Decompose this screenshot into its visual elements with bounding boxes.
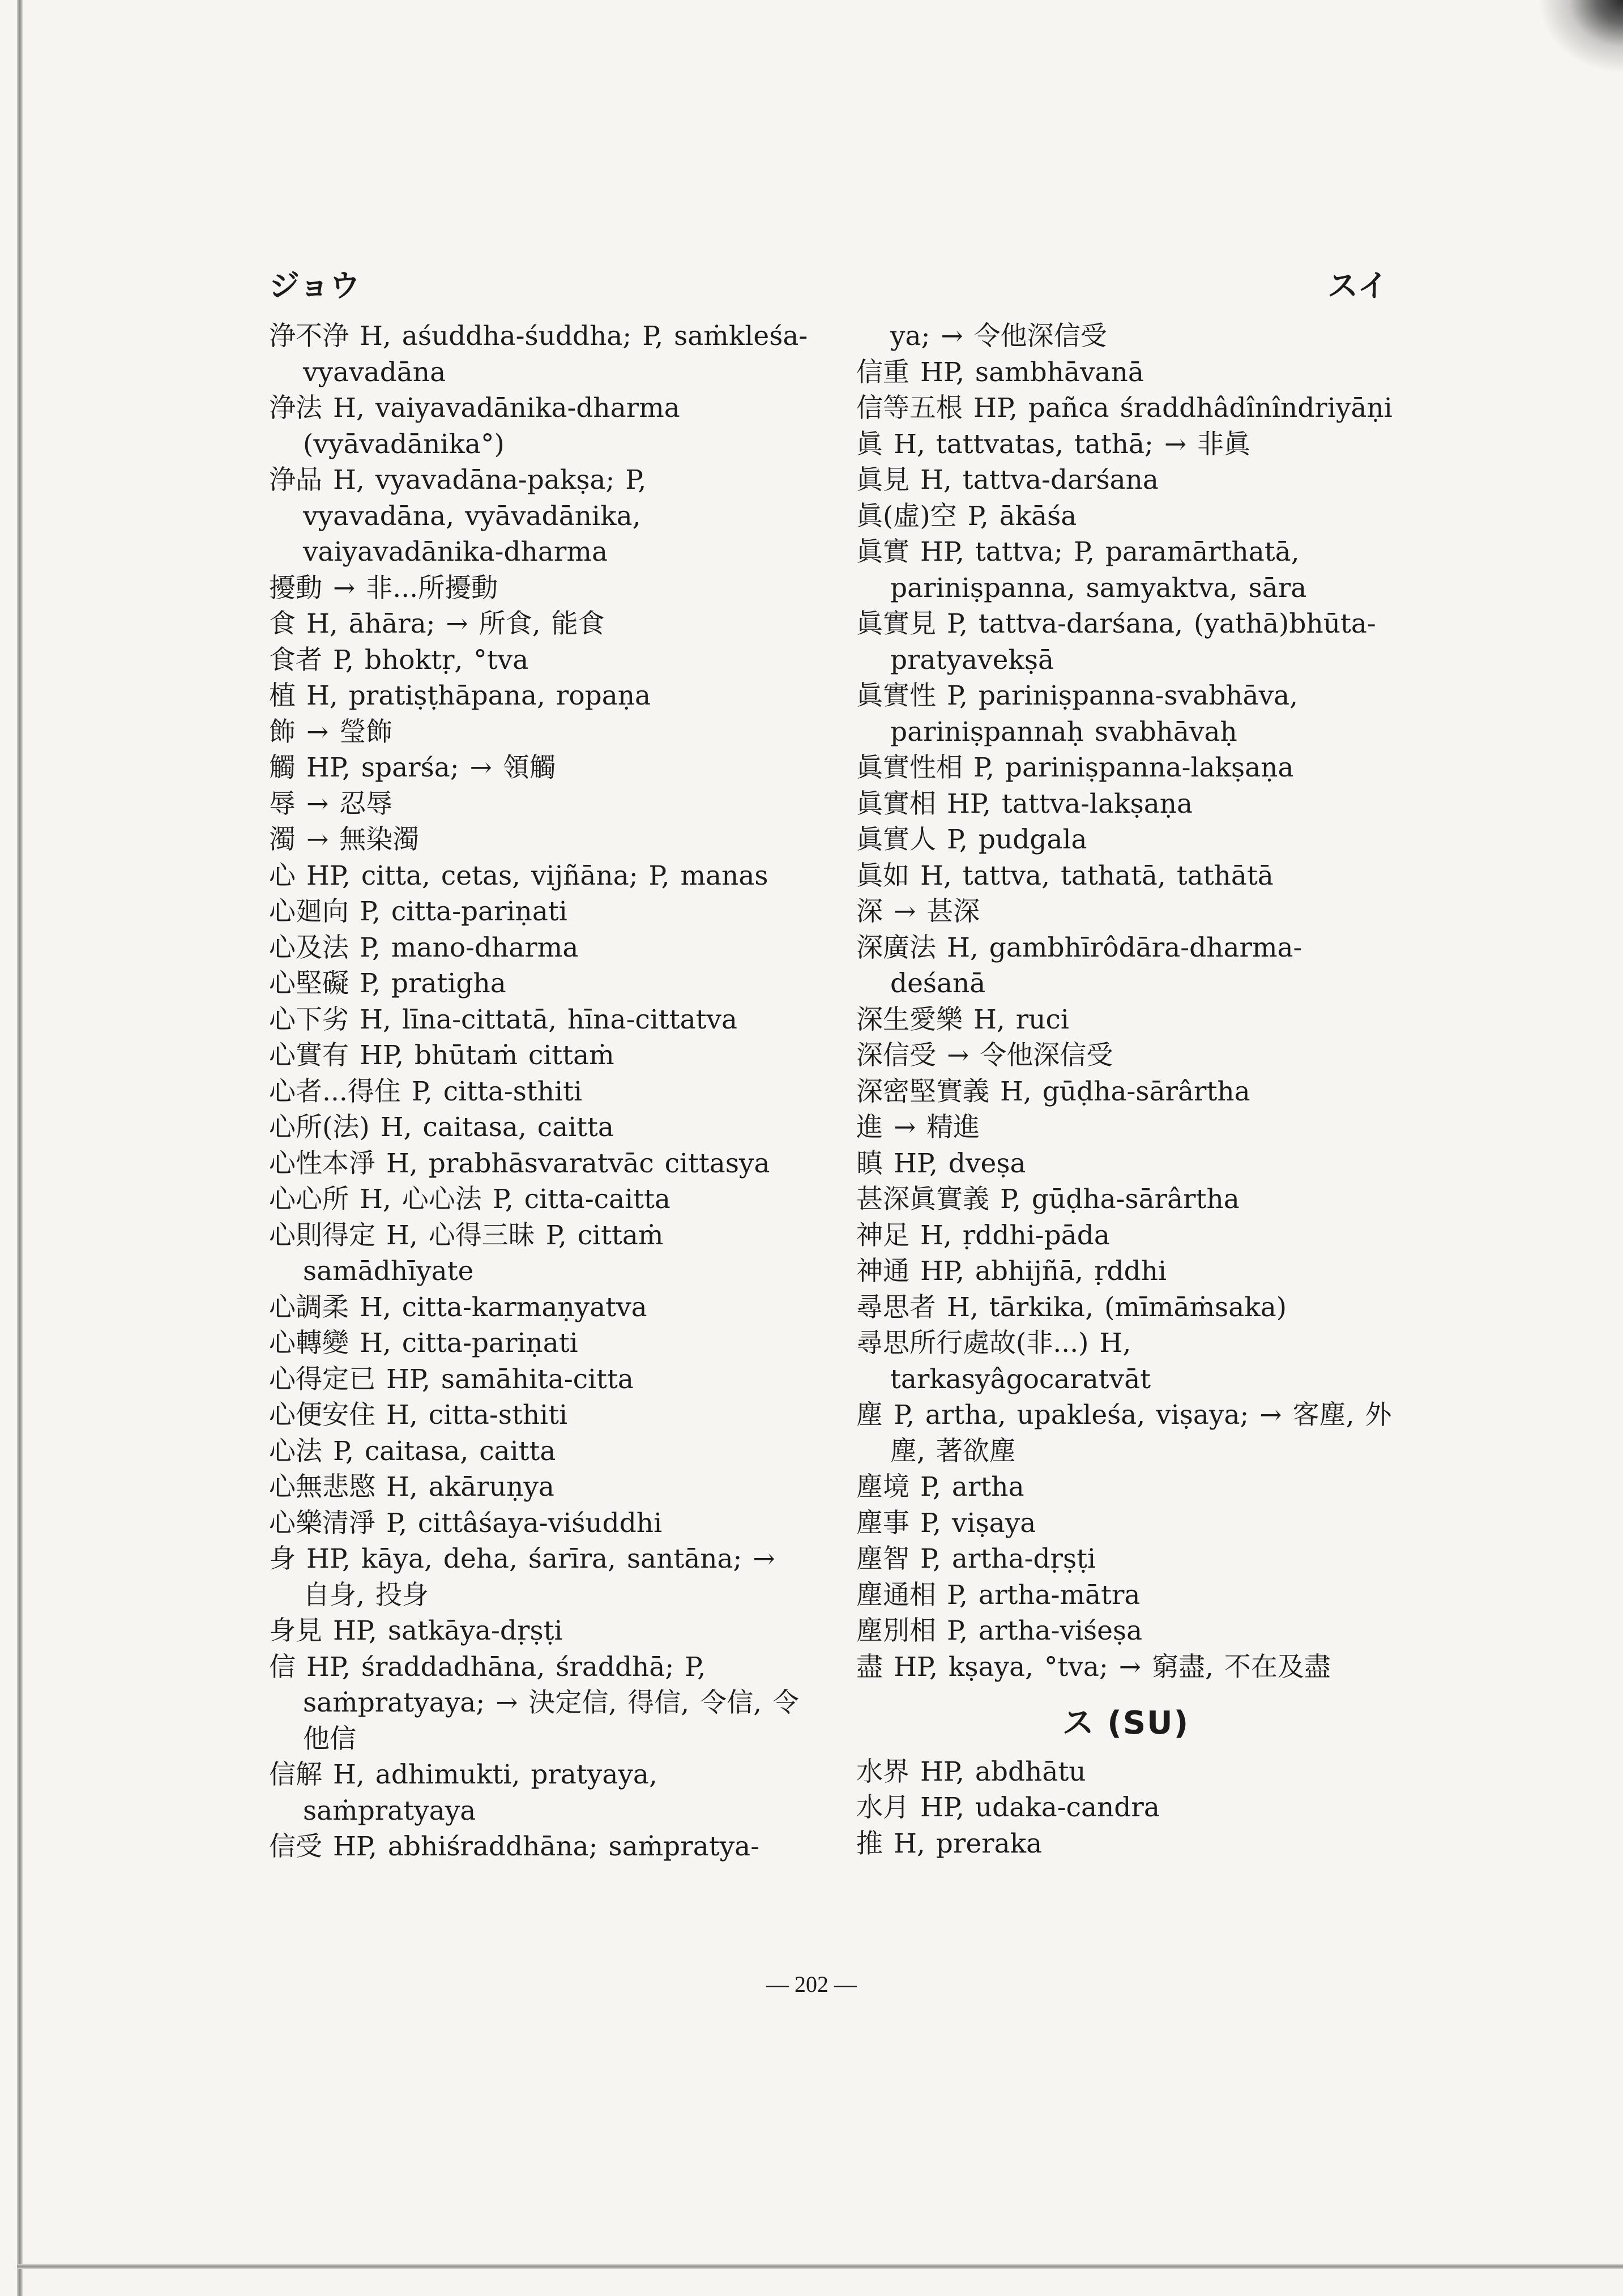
entry: 塵智 P, artha-dṛṣṭi [856,1543,1096,1574]
entry: 觸 HP, sparśa; → 領觸 [269,752,556,783]
entry: 眞見 H, tattva-darśana [856,464,1159,496]
entry: 眞實見 P, tattva-darśana, (yathā)bhūta-pratyavekṣā [856,608,1376,676]
entry: 心便安住 H, citta-sthiti [269,1399,568,1431]
entry: 心法 P, caitasa, caitta [269,1435,556,1467]
entry: 飾 → 瑩飾 [269,716,393,748]
entry: 心無悲愍 H, akāruṇya [269,1471,554,1503]
entry: 辱 → 忍辱 [269,788,393,820]
entry: 心得定已 HP, samāhita-citta [269,1363,634,1395]
entry: 心轉變 H, citta-pariṇati [269,1328,578,1359]
entry: 心 HP, citta, cetas, vijñāna; P, manas [269,860,768,891]
page-number: — 202 — [766,1971,857,1997]
entry: 食者 P, bhoktṛ, °tva [269,644,529,676]
entry: 浄不浄 H, aśuddha-śuddha; P, saṁkleśa-vyavadāna [269,321,808,388]
entry: 心所(法) H, caitasa, caitta [269,1112,614,1143]
entry: 盡 HP, kṣaya, °tva; → 窮盡, 不在及盡 [856,1651,1331,1683]
entry: 水月 HP, udaka-candra [856,1792,1160,1823]
entry: 心調柔 H, citta-karmaṇyatva [269,1291,647,1323]
entry: 心心所 H, 心心法 P, citta-caitta [269,1184,670,1215]
entry-continuation: ya; → 令他深信受 [890,321,1107,352]
entry: 深密堅實義 H, gūḍha-sārârtha [856,1076,1250,1107]
entry: 食 H, āhāra; → 所食, 能食 [269,608,605,639]
entry: 浄法 H, vaiyavadānika-dharma (vyāvadānika°) [269,392,680,460]
entry: 濁 → 無染濁 [269,824,420,855]
entry: 眞實性相 P, pariniṣpanna-lakṣaṇa [856,752,1294,783]
entry: 眞(虛)空 P, ākāśa [856,500,1077,532]
entry: 眞 H, tattvatas, tathā; → 非眞 [856,428,1251,460]
entry: 尋思者 H, tārkika, (mīmāṁsaka) [856,1291,1287,1323]
entry: 眞實人 P, pudgala [856,824,1087,855]
entry: 心者...得住 P, citta-sthiti [269,1076,582,1107]
entry: 身 HP, kāya, deha, śarīra, santāna; → 自身, 投身 [269,1543,775,1611]
running-head-right: スイ [1327,268,1388,304]
entry: 塵 P, artha, upakleśa, viṣaya; → 客塵, 外塵, 著欲塵 [856,1399,1392,1467]
entry: 神通 HP, abhijñā, ṛddhi [856,1256,1167,1287]
right-column [856,318,1395,1862]
entry: 信 HP, śraddadhāna, śraddhā; P, saṁpratyaya; → 決定信, 得信, 令信, 令他信 [269,1651,800,1755]
scan-left-edge [17,0,23,2296]
entry: 心廻向 P, citta-pariṇati [269,896,567,927]
entry: 眞實性 P, pariniṣpanna-svabhāva, pariniṣpannaḥ svabhāvaḥ [856,680,1299,748]
entry: 深生愛樂 H, ruci [856,1004,1069,1035]
entry: 塵事 P, viṣaya [856,1507,1036,1539]
scan-bottom-edge [17,2264,1623,2269]
entry: 心樂清淨 P, cittâśaya-viśuddhi [269,1507,663,1539]
entry: 心則得定 H, 心得三昧 P, cittaṁ samādhīyate [269,1219,664,1287]
entry: 植 H, pratiṣṭhāpana, ropaṇa [269,680,651,711]
entry: 深信受 → 令他深信受 [856,1040,1113,1071]
running-head-left: ジョウ [269,268,360,304]
entry: 眞實相 HP, tattva-lakṣaṇa [856,788,1193,820]
entry: 擾動 → 非...所擾動 [269,572,498,604]
entry: 心及法 P, mano-dharma [269,932,579,963]
entry: 心下劣 H, līna-cittatā, hīna-cittatva [269,1004,738,1035]
entry: 塵別相 P, artha-viśeṣa [856,1615,1143,1646]
entry: 身見 HP, satkāya-dṛṣṭi [269,1615,563,1646]
entry: 心堅礙 P, pratigha [269,968,506,999]
entry: 塵境 P, artha [856,1471,1024,1503]
entry: 塵通相 P, artha-mātra [856,1579,1141,1611]
entry: 心性本淨 H, prabhāsvaratvāc cittasya [269,1147,770,1179]
entry: 尋思所行處故(非...) H, tarkasyâgocaratvāt [856,1328,1151,1395]
entry: 深 → 甚深 [856,896,980,927]
entry: 甚深眞實義 P, gūḍha-sārârtha [856,1184,1240,1215]
left-column [269,318,808,1865]
entry: 神足 H, ṛddhi-pāda [856,1219,1110,1251]
entry: 信解 H, adhimukti, pratyaya, saṁpratyaya [269,1759,657,1826]
entry: 信重 HP, sambhāvanā [856,356,1144,388]
scan-corner-shadow [1538,0,1623,74]
entry: 進 → 精進 [856,1112,980,1143]
entry: 瞋 HP, dveṣa [856,1147,1026,1179]
entry: 信受 HP, abhiśraddhāna; saṁpratya- [269,1831,760,1862]
entry: 深廣法 H, gambhīrôdāra-dharma-deśanā [856,932,1302,999]
entry: 推 H, preraka [856,1828,1043,1859]
entry: 心實有 HP, bhūtaṁ cittaṁ [269,1040,614,1071]
entry: 水界 HP, abdhātu [856,1756,1086,1787]
section-heading-su: ス (SU) [1062,1705,1190,1742]
entry: 浄品 H, vyavadāna-pakṣa; P, vyavadāna, vyāvadānika, vaiyavadānika-dharma [269,464,647,567]
entry: 眞實 HP, tattva; P, paramārthatā, pariniṣpanna, samyaktva, sāra [856,536,1307,604]
entry: 眞如 H, tattva, tathatā, tathātā [856,860,1274,891]
entry: 信等五根 HP, pañca śraddhâdînîndriyāṇi [856,392,1393,424]
